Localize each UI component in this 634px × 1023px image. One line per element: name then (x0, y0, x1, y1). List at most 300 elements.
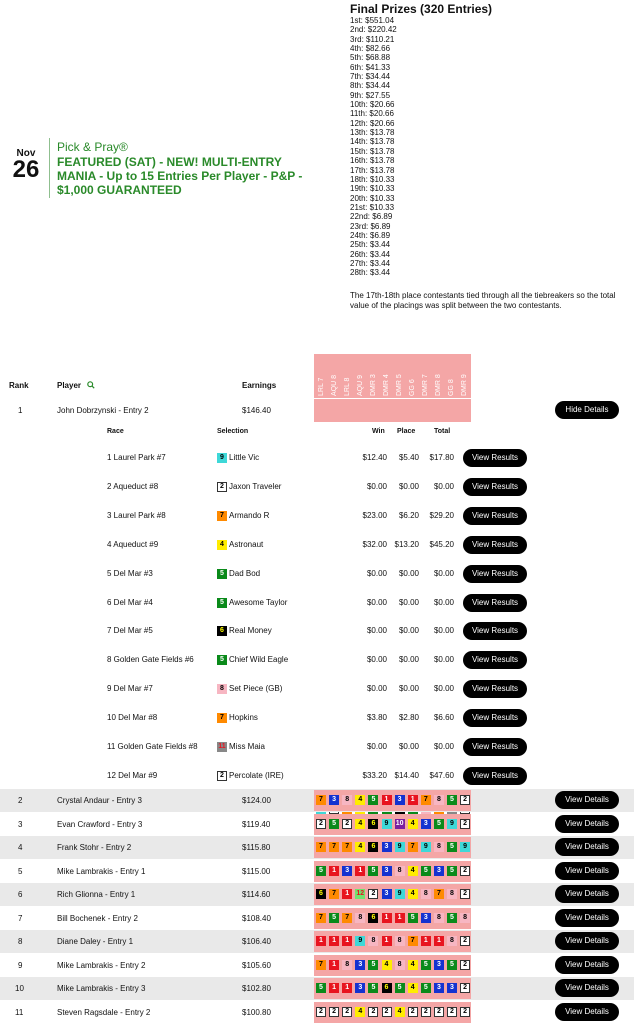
prize-line: 20th: $10.33 (350, 193, 395, 203)
race-column-label: DMR 9 (461, 374, 468, 396)
program-number-badge: 1 (316, 936, 326, 946)
program-number-badge: 8 (434, 795, 444, 805)
program-number-badge: 7 (421, 795, 431, 805)
program-number-badge: 8 (434, 842, 444, 852)
prize-line: 11th: $20.66 (350, 109, 394, 119)
program-number-badge: 5 (447, 795, 457, 805)
search-icon[interactable] (87, 381, 95, 389)
program-number-badge: 4 (395, 1007, 405, 1017)
prize-line: 8th: $34.44 (350, 81, 391, 91)
earnings: $114.60 (242, 890, 271, 899)
race-name: 2 Aqueduct #8 (107, 481, 159, 491)
race-column-header (433, 356, 443, 396)
rank: 9 (18, 960, 23, 970)
player-name: Diane Daley - Entry 1 (57, 937, 134, 946)
program-number-badge: 2 (329, 1007, 339, 1017)
program-number-badge: 1 (342, 936, 352, 946)
rank-header: Rank (9, 381, 29, 390)
race-column-header (342, 356, 352, 396)
race-column-header (420, 356, 430, 396)
prize-line: 24th: $6.89 (350, 230, 391, 240)
horse-name: Little Vic (229, 453, 260, 462)
program-number-badge: 7 (217, 713, 227, 723)
standing-row (0, 977, 634, 1000)
view-results-button[interactable]: View Results (463, 594, 527, 612)
program-number-badge: 5 (217, 569, 227, 579)
race-name: 5 Del Mar #3 (107, 568, 153, 578)
prize-line: 2nd: $220.42 (350, 25, 397, 35)
program-number-badge: 7 (434, 889, 444, 899)
program-number-badge: 9 (421, 842, 431, 852)
race-column-label: AQU 8 (331, 374, 338, 396)
win-payout: $32.00 (362, 539, 387, 549)
program-number-badge: 3 (355, 960, 365, 970)
program-number-badge: 5 (447, 866, 457, 876)
race-column-label: AQU 9 (357, 374, 364, 396)
program-number-badge: 5 (447, 960, 457, 970)
prize-line: 1st: $551.04 (350, 16, 395, 25)
view-details-button[interactable]: View Details (555, 791, 619, 809)
player-name: Rich Glionna - Entry 1 (57, 890, 136, 899)
program-number-badge: 2 (460, 960, 470, 970)
total-payout: $47.60 (429, 770, 454, 780)
standing-row (0, 860, 634, 883)
horse-name: Dad Bod (229, 568, 261, 578)
win-payout: $23.00 (362, 510, 387, 520)
rank: 6 (18, 890, 23, 899)
selection-col-header: Selection (217, 428, 249, 435)
race-name: 3 Laurel Park #8 (107, 510, 166, 520)
earnings: $100.80 (242, 1007, 271, 1017)
event-title: FEATURED (SAT) - NEW! MULTI-ENTRY MANIA - Up to 15 Entries Per Player - P&P - $1,000 GUARANTEED (57, 155, 303, 197)
program-number-badge: 12 (356, 890, 365, 897)
program-number-badge: 9 (382, 819, 392, 829)
program-number-badge: 4 (408, 960, 418, 970)
view-details-button[interactable]: View Details (555, 932, 619, 950)
program-number-badge: 5 (329, 819, 339, 829)
program-number-badge: 10 (395, 819, 404, 827)
horse-name: Chief Wild Eagle (229, 655, 289, 665)
program-number-badge: 2 (217, 771, 227, 781)
program-number-badge: 1 (342, 983, 352, 993)
view-results-button[interactable]: View Results (463, 449, 527, 467)
win-payout: $3.80 (366, 713, 387, 723)
final-prizes (350, 2, 632, 311)
program-number-badge: 3 (434, 866, 444, 876)
place-payout: $0.00 (398, 568, 419, 578)
rank: 10 (15, 984, 24, 993)
program-number-badge: 4 (355, 795, 365, 805)
view-results-button[interactable]: View Results (463, 622, 527, 640)
program-number-badge: 3 (382, 842, 392, 852)
total-payout: $0.00 (433, 742, 454, 751)
program-number-badge: 3 (421, 913, 431, 923)
detail-row (0, 473, 634, 502)
total-payout: $45.20 (429, 539, 454, 549)
program-number-badge: 8 (368, 936, 378, 946)
program-number-badge: 2 (368, 1007, 378, 1017)
view-details-button[interactable]: View Details (555, 838, 619, 856)
program-number-badge: 4 (355, 842, 365, 852)
race-name: 10 Del Mar #8 (107, 713, 158, 723)
program-number-badge: 8 (342, 795, 352, 805)
program-number-badge: 7 (217, 511, 227, 521)
program-number-badge: 7 (408, 842, 418, 852)
prize-line: 23rd: $6.89 (350, 221, 391, 231)
program-number-badge: 4 (355, 819, 365, 829)
program-number-badge: 2 (460, 889, 470, 899)
program-number-badge: 8 (447, 936, 457, 946)
race-name: 12 Del Mar #9 (107, 770, 158, 780)
race-column-label: DMR 5 (396, 374, 403, 396)
player-name: Mike Lambrakis - Entry 3 (57, 984, 146, 993)
event-info (57, 140, 319, 197)
prize-line: 25th: $3.44 (350, 240, 391, 250)
race-name: 8 Golden Gate Fields #6 (107, 655, 194, 665)
player-name: Bill Bochenek - Entry 2 (57, 913, 138, 923)
program-number-badge: 8 (395, 866, 405, 876)
program-number-badge: 3 (434, 983, 444, 993)
horse-name: Jaxon Traveler (229, 481, 282, 491)
program-number-badge: 1 (329, 936, 339, 946)
program-number-badge: 5 (368, 960, 378, 970)
program-number-badge: 1 (382, 795, 392, 805)
total-payout: $0.00 (433, 568, 454, 578)
program-number-badge: 2 (316, 819, 326, 829)
prize-line: 3rd: $110.21 (350, 34, 395, 44)
detail-row (0, 531, 634, 560)
view-results-button[interactable]: View Results (463, 507, 527, 525)
standing-row (0, 930, 634, 953)
program-number-badge: 4 (408, 889, 418, 899)
program-number-badge: 8 (217, 684, 227, 694)
horse-name: Miss Maia (229, 742, 266, 751)
program-number-badge: 8 (434, 913, 444, 923)
prize-line: 16th: $13.78 (350, 156, 395, 166)
race-column-label: GG 8 (448, 379, 455, 396)
prize-line: 27th: $3.44 (350, 258, 391, 268)
program-number-badge: 1 (382, 913, 392, 923)
program-number-badge: 11 (218, 743, 226, 750)
program-number-badge: 2 (460, 1007, 470, 1017)
prize-line: 22nd: $6.89 (350, 212, 393, 222)
view-details-button[interactable]: View Details (555, 1003, 619, 1021)
program-number-badge: 2 (460, 795, 470, 805)
rank: 8 (18, 937, 23, 946)
player-header[interactable] (57, 381, 95, 390)
view-results-button[interactable]: View Results (463, 536, 527, 554)
horse-name: Hopkins (229, 713, 258, 723)
race-column-label: LRL 7 (318, 377, 325, 396)
program-number-badge: 3 (382, 866, 392, 876)
race-name: 7 Del Mar #5 (107, 626, 153, 636)
prize-line: 12th: $20.66 (350, 118, 395, 128)
program-number-badge: 5 (316, 866, 326, 876)
standing-row (0, 813, 634, 836)
program-number-badge: 8 (395, 960, 405, 970)
program-number-badge: 3 (447, 983, 457, 993)
prize-line: 14th: $13.78 (350, 137, 395, 147)
total-payout: $0.00 (433, 597, 454, 607)
detail-row (0, 704, 634, 733)
program-number-badge: 8 (395, 936, 405, 946)
view-details-button[interactable]: View Details (555, 979, 619, 997)
program-number-badge: 4 (217, 540, 227, 550)
prize-line: 4th: $82.66 (350, 44, 391, 54)
program-number-badge: 2 (421, 1007, 431, 1017)
program-number-badge: 1 (342, 889, 352, 899)
program-number-badge: 2 (382, 1007, 392, 1017)
prize-line: 28th: $3.44 (350, 268, 391, 278)
total-payout: $29.20 (429, 510, 454, 520)
program-number-badge: 1 (395, 913, 405, 923)
program-number-badge: 2 (460, 983, 470, 993)
horse-name: Astronaut (229, 539, 264, 549)
total-col-header: Total (434, 428, 451, 435)
standing-row-leader (0, 399, 634, 422)
program-number-badge: 1 (329, 960, 339, 970)
view-results-button[interactable]: View Results (463, 680, 527, 698)
race-name: 11 Golden Gate Fields #8 (107, 742, 198, 751)
view-results-button[interactable]: View Results (463, 738, 527, 756)
rank: 1 (18, 406, 23, 415)
earnings: $105.60 (242, 960, 271, 970)
detail-row (0, 502, 634, 531)
place-payout: $0.00 (398, 655, 419, 665)
program-number-badge: 5 (447, 913, 457, 923)
event-month: Nov (16, 148, 36, 159)
detail-row (0, 560, 634, 589)
program-number-badge: 8 (421, 889, 431, 899)
program-number-badge: 2 (342, 819, 352, 829)
program-number-badge: 5 (368, 795, 378, 805)
program-number-badge: 7 (342, 842, 352, 852)
place-payout: $14.40 (394, 770, 419, 780)
rank: 4 (18, 843, 23, 852)
prize-line: 17th: $13.78 (350, 165, 395, 175)
place-payout: $13.20 (394, 539, 419, 549)
program-number-badge: 2 (408, 1007, 418, 1017)
prizes-title: Final Prizes (320 Entries) (350, 2, 493, 16)
program-number-badge: 4 (355, 1007, 365, 1017)
prize-line: 15th: $13.78 (350, 146, 395, 156)
prize-list (350, 16, 632, 278)
program-number-badge: 9 (217, 453, 227, 463)
race-column-label: DMR 4 (383, 374, 390, 396)
program-number-badge: 5 (447, 842, 457, 852)
race-column-header (355, 356, 365, 396)
horse-name: Set Piece (GB) (229, 684, 283, 694)
win-payout: $0.00 (366, 597, 387, 607)
program-number-badge: 3 (342, 866, 352, 876)
program-number-badge: 2 (316, 1007, 326, 1017)
view-details-button[interactable]: View Details (555, 862, 619, 880)
program-number-badge: 5 (421, 960, 431, 970)
place-payout: $0.00 (398, 742, 419, 751)
rank: 7 (18, 913, 23, 923)
view-details-button[interactable]: View Details (555, 885, 619, 903)
win-payout: $0.00 (366, 684, 387, 694)
program-number-badge: 9 (395, 889, 405, 899)
race-name: 4 Aqueduct #9 (107, 539, 159, 549)
program-number-badge: 9 (447, 819, 457, 829)
program-number-badge: 7 (329, 889, 339, 899)
place-payout: $5.40 (398, 453, 419, 462)
race-column-label: DMR 7 (422, 374, 429, 396)
program-number-badge: 2 (342, 1007, 352, 1017)
player-name: Evan Crawford - Entry 3 (57, 819, 143, 829)
place-payout: $0.00 (398, 684, 419, 694)
prize-line: 7th: $34.44 (350, 72, 391, 82)
win-payout: $0.00 (366, 568, 387, 578)
view-results-button[interactable]: View Results (463, 709, 527, 727)
player-name: Crystal Andaur - Entry 3 (57, 796, 142, 805)
view-details-button[interactable]: View Details (555, 909, 619, 927)
program-number-badge: 9 (355, 936, 365, 946)
program-number-badge: 6 (368, 819, 378, 829)
program-number-badge: 9 (395, 842, 405, 852)
place-payout: $0.00 (398, 481, 419, 491)
place-payout: $0.00 (398, 626, 419, 636)
view-details-button[interactable]: View Details (555, 815, 619, 833)
program-number-badge: 3 (355, 983, 365, 993)
detail-row (0, 675, 634, 704)
program-number-badge: 7 (342, 913, 352, 923)
detail-row (0, 617, 634, 646)
view-details-button[interactable]: View Details (555, 956, 619, 974)
program-number-badge: 2 (460, 936, 470, 946)
program-number-badge: 7 (408, 936, 418, 946)
prize-line: 10th: $20.66 (350, 100, 395, 110)
total-payout: $0.00 (433, 684, 454, 694)
program-number-badge: 1 (408, 795, 418, 805)
rank: 11 (15, 1007, 24, 1017)
program-number-badge: 4 (382, 960, 392, 970)
rank: 2 (18, 796, 23, 805)
program-number-badge: 5 (217, 598, 227, 608)
standing-row (0, 1001, 634, 1023)
program-number-badge: 1 (434, 936, 444, 946)
program-number-badge: 5 (316, 983, 326, 993)
race-column-header (407, 356, 417, 396)
race-column-label: DMR 3 (370, 374, 377, 396)
program-number-badge: 8 (355, 913, 365, 923)
program-number-badge: 3 (434, 960, 444, 970)
prize-line: 19th: $10.33 (350, 184, 395, 194)
place-payout: $6.20 (398, 510, 419, 520)
view-results-button[interactable]: View Results (463, 478, 527, 496)
race-name: 6 Del Mar #4 (107, 597, 153, 607)
player-header-label: Player (57, 381, 82, 390)
race-column-header (368, 356, 378, 396)
program-number-badge: 7 (316, 913, 326, 923)
program-number-badge: 7 (316, 960, 326, 970)
program-number-badge: 8 (460, 913, 470, 923)
earnings: $108.40 (242, 913, 271, 923)
race-column-header (394, 356, 404, 396)
standing-row (0, 789, 634, 812)
picks-strip (314, 399, 471, 422)
total-payout: $0.00 (433, 481, 454, 491)
prize-line: 13th: $13.78 (350, 128, 395, 138)
win-payout: $0.00 (366, 481, 387, 491)
player-name: Mike Lambrakis - Entry 1 (57, 866, 146, 876)
hide-details-button[interactable]: Hide Details (555, 401, 619, 419)
program-number-badge: 1 (355, 866, 365, 876)
earnings: $115.80 (242, 843, 271, 852)
total-payout: $0.00 (433, 655, 454, 665)
earnings: $146.40 (242, 406, 271, 415)
place-col-header: Place (397, 428, 416, 435)
earnings: $119.40 (242, 819, 271, 829)
prize-line: 18th: $10.33 (350, 174, 395, 184)
event-day: 26 (12, 156, 40, 183)
race-column-header (381, 356, 391, 396)
place-payout: $2.80 (398, 713, 419, 723)
horse-name: Percolate (IRE) (229, 770, 284, 780)
total-payout: $6.60 (433, 713, 454, 723)
earnings: $115.00 (242, 866, 271, 876)
prize-line: 21st: $10.33 (350, 202, 395, 212)
total-payout: $0.00 (433, 626, 454, 636)
win-payout: $0.00 (366, 655, 387, 665)
view-results-button[interactable]: View Results (463, 565, 527, 583)
program-number-badge: 1 (382, 936, 392, 946)
view-results-button[interactable]: View Results (463, 767, 527, 785)
program-number-badge: 4 (408, 819, 418, 829)
detail-row (0, 589, 634, 618)
player-name: Mike Lambrakis - Entry 2 (57, 960, 146, 970)
program-number-badge: 5 (421, 983, 431, 993)
program-number-badge: 8 (342, 960, 352, 970)
prizes-note: The 17th-18th place contestants tied through all the tiebreakers so the total value of the placings was split between the two contestants. (350, 290, 616, 310)
race-column-label: GG 6 (409, 379, 416, 396)
program-number-badge: 3 (329, 795, 339, 805)
program-number-badge: 7 (316, 842, 326, 852)
program-number-badge: 5 (368, 983, 378, 993)
program-number-badge: 3 (382, 889, 392, 899)
program-number-badge: 1 (329, 866, 339, 876)
horse-name: Awesome Taylor (229, 597, 288, 607)
race-column-header (459, 356, 469, 396)
program-number-badge: 2 (434, 1007, 444, 1017)
program-number-badge: 4 (408, 866, 418, 876)
race-column-label: DMR 8 (435, 374, 442, 396)
race-column-header (329, 356, 339, 396)
earnings: $106.40 (242, 937, 271, 946)
program-number-badge: 5 (395, 983, 405, 993)
rank: 3 (18, 819, 23, 829)
program-number-badge: 5 (421, 866, 431, 876)
place-payout: $0.00 (398, 597, 419, 607)
program-number-badge: 7 (329, 842, 339, 852)
program-number-badge: 5 (217, 655, 227, 665)
program-number-badge: 6 (316, 889, 326, 899)
program-number-badge: 2 (217, 482, 227, 492)
program-number-badge: 6 (217, 626, 227, 636)
player-name: Frank Stohr - Entry 2 (57, 843, 132, 852)
program-number-badge: 5 (408, 913, 418, 923)
player-name: John Dobrzynski - Entry 2 (57, 406, 149, 415)
earnings: $102.80 (242, 984, 271, 993)
earnings-header: Earnings (242, 381, 277, 390)
race-column-header (446, 356, 456, 396)
race-name: 1 Laurel Park #7 (107, 453, 166, 462)
view-results-button[interactable]: View Results (463, 651, 527, 669)
program-number-badge: 2 (460, 819, 470, 829)
event-divider (49, 138, 50, 198)
program-number-badge: 5 (368, 866, 378, 876)
